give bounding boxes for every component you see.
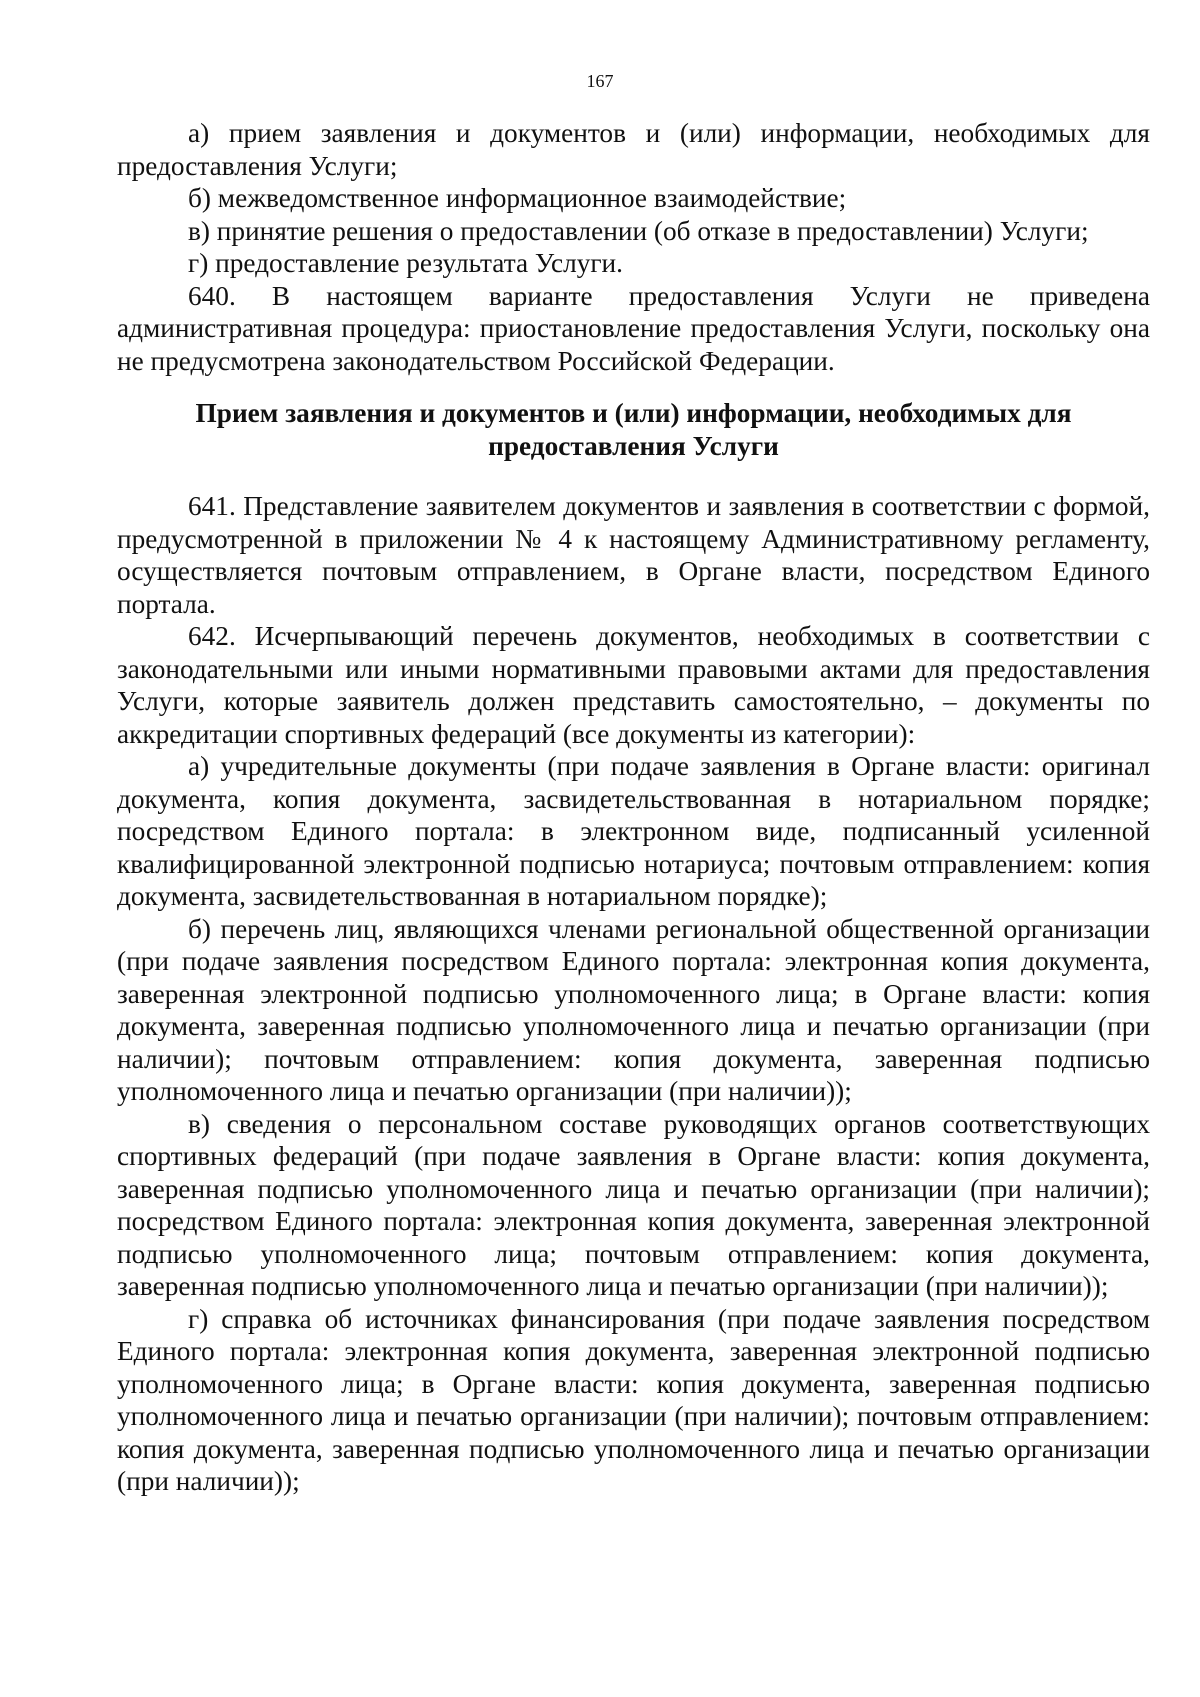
paragraph-642-item-g: г) справка об источниках финансирования (при подаче заявления посредством Единого портала: электронная копия документа, заверенная электронной подписью уполномоченного лица; в Органе власти: копия документа, заверенная подписью уполномоченного лица и печатью организации (при наличии); почтовым отправлением: копия документа, заверенная подписью уполномоченного лица и печатью организации (при наличии)); [117, 1303, 1150, 1496]
paragraph-642-item-a: а) учредительные документы (при подаче заявления в Органе власти: оригинал документа, копия документа, засвидетельствованная в нотариальном порядке; посредством Единого портала: в электронном виде, подписанный усиленной квалифицированной электронной подписью нотариуса; почтовым отправлением: копия документа, засвидетельствованная в нотариальном порядке); [117, 751, 1150, 911]
paragraph-642-item-b: б) перечень лиц, являющихся членами региональной общественной организации (при подаче заявления посредством Единого портала: электронная копия документа, заверенная электронной подписью уполномоченного лица; в Органе власти: копия документа, заверенная подписью уполномоченного лица и печатью организации (при наличии); почтовым отправлением: копия документа, заверенная подписью уполномоченного лица и печатью организации (при наличии)); [117, 913, 1150, 1106]
paragraph-list-item-g: г) предоставление результата Услуги. [188, 248, 623, 278]
paragraph-642: 642. Исчерпывающий перечень документов, необходимых в соответствии с законодательными или иными нормативными правовыми актами для предоставления Услуги, которые заявитель должен представить самостоятельно, – документы по аккредитации спортивных федераций (все документы из категории): [117, 621, 1150, 749]
paragraph-list-item-v: в) принятие решения о предоставлении (об отказе в предоставлении) Услуги; [188, 215, 1089, 246]
page-number: 167 [586, 71, 614, 91]
paragraph-642-item-v: в) сведения о персональном составе руководящих органов соответствующих спортивных федераций (при подаче заявления в Органе власти: копия документа, заверенная подписью уполномоченного лица и печатью организации (при наличии); посредством Единого портала: электронная копия документа, заверенная электронной подписью уполномоченного лица; почтовым отправлением: копия документа, заверенная подписью уполномоченного лица и печатью организации (при наличии)); [117, 1108, 1150, 1301]
paragraph-list-item-a: а) прием заявления и документов и (или) информации, необходимых для предоставления Услуги; [117, 118, 1150, 181]
section-heading: Прием заявления и документов и (или) информации, необходимых для предоставления Услуги [195, 398, 1072, 461]
paragraph-641: 641. Представление заявителем документов и заявления в соответствии с формой, предусмотренной в приложении № 4 к настоящему Административному регламенту, осуществляется почтовым отправлением, в Органе власти, посредством Единого портала. [117, 491, 1150, 619]
document-body [117, 117, 1150, 1498]
paragraph-list-item-b: б) межведомственное информационное взаимодействие; [188, 183, 847, 213]
paragraph-640: 640. В настоящем варианте предоставления Услуги не приведена административная процедура: приостановление предоставления Услуги, поскольку она не предусмотрена законодательством Российской Федерации. [117, 280, 1150, 376]
